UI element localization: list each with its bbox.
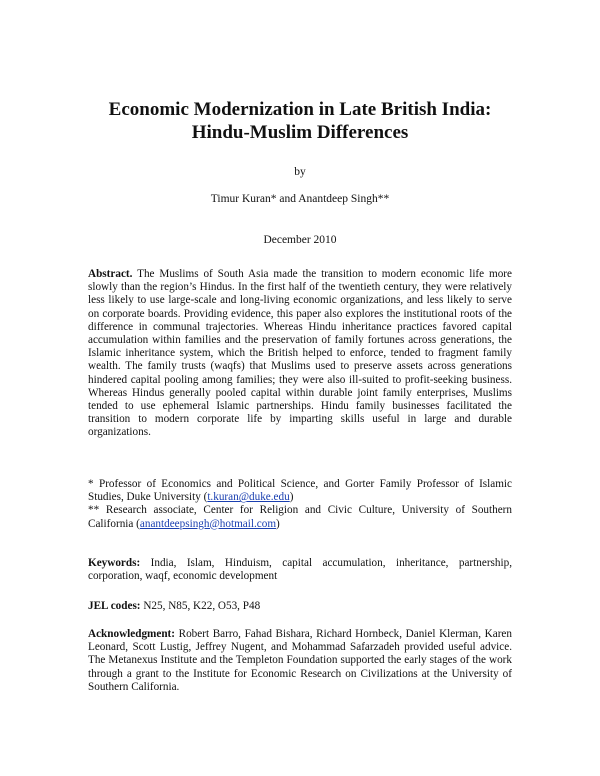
acknowledgment-label: Acknowledgment: (88, 628, 176, 640)
keywords (88, 557, 512, 583)
keywords-text: India, Islam, Hinduism, capital accumulation, inheritance, partnership, corporation, waqf, economic development (88, 557, 512, 583)
jel-label: JEL codes: (88, 600, 141, 612)
jel-text: N25, N85, K22, O53, P48 (140, 600, 261, 612)
abstract (88, 268, 512, 440)
email-link-kuran[interactable]: t.kuran@duke.edu (207, 491, 290, 504)
author-footnotes (88, 478, 512, 531)
abstract-text: The Muslims of South Asia made the transition to modern economic life more slowly than the region’s Hindus. In the first half of the twentieth century, they were relatively less likely to use large-scale and long-living economic organizations, and less likely to serve on corporate boards. Providing evidence, this paper also explores the institutional roots of the difference in communal trajectories. Whereas Hindu inheritance practices favored capital accumulation within families and the preservation of family fortunes across generations, the Islamic inheritance system, which the British helped to enforce, tended to fragment family wealth. The family trusts (waqfs) that Muslims used to preserve assets across generations hindered capital pooling among families; they were also ill-suited to profit-seeking business. Whereas Hindus generally pooled capital within durable joint family enterprises, Muslims tended to use ephemeral Islamic partnerships. Hindu family businesses facilitated the transition to modern corporate life by imparting skills useful in large and durable organizations. (88, 268, 512, 439)
footnote-singh-text: ** Research associate, Center for Religion and Civic Culture, University of Southern California ( (88, 504, 512, 530)
footnote-kuran-close: ) (289, 491, 294, 504)
paper-title-line-2: Hindu-Muslim Differences (191, 122, 409, 143)
acknowledgment (88, 628, 512, 694)
by-line: by (294, 166, 306, 178)
publication-date: December 2010 (263, 234, 337, 246)
authors: Timur Kuran* and Anantdeep Singh** (210, 193, 390, 205)
abstract-label: Abstract. (88, 268, 133, 280)
footnote-singh (88, 504, 512, 530)
paper-title-line-1: Economic Modernization in Late British India: (108, 99, 492, 120)
acknowledgment-text: Robert Barro, Fahad Bishara, Richard Hornbeck, Daniel Klerman, Karen Leonard, Scott Lustig, Jeffrey Nugent, and Mohammad Safarzadeh provided useful advice. The Metanexus Institute and the Templeton Foundation supported the early stages of the work through a grant to the Institute for Economic Research on Civilizations at the University of Southern California. (88, 628, 512, 693)
footnote-singh-close: ) (276, 517, 280, 530)
jel-codes (88, 600, 512, 613)
email-link-singh[interactable]: anantdeepsingh@hotmail.com (139, 517, 277, 530)
footnote-kuran (88, 478, 512, 504)
footnote-kuran-text: * Professor of Economics and Political Science, and Gorter Family Professor of Islamic Studies, Duke University ( (88, 478, 512, 504)
keywords-label: Keywords: (88, 557, 141, 569)
